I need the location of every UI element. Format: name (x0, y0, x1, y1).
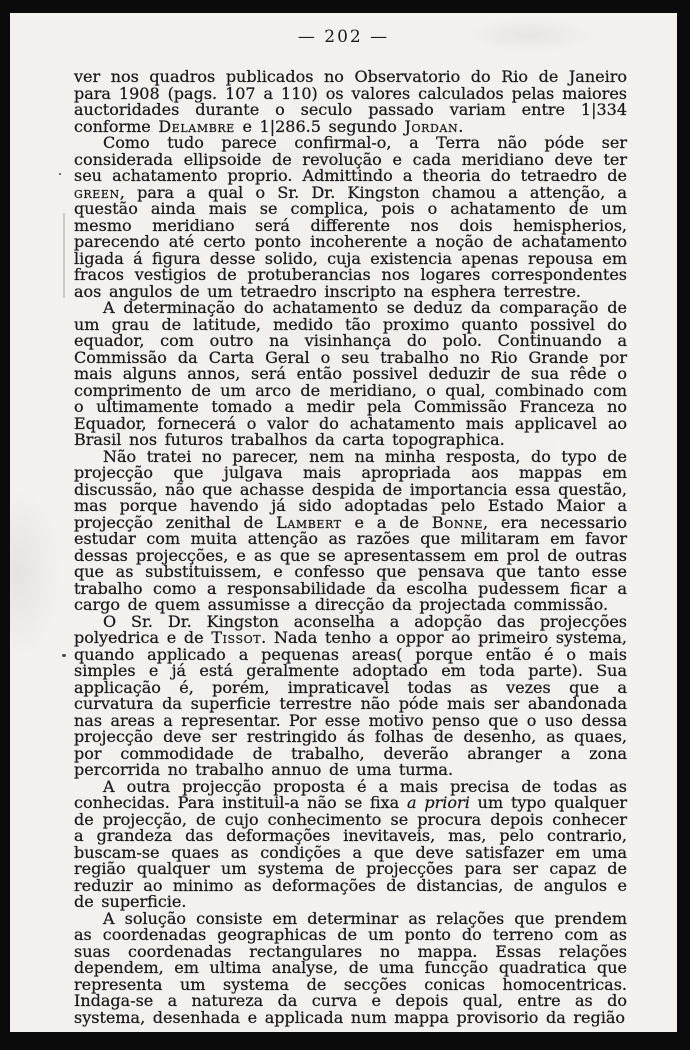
text-segment: , era necessario estudar com muita attenção as razões que militaram em favor dessas projecções, e as que se apresentassem em prol de outras que as substituissem, e confesso que pensava que tanto esse trabalho como a responsabilidade da escolha pudessem ficar a cargo de quem assumisse a direcção da projectada commissão. (74, 512, 628, 614)
text-segment: A outra projecção proposta é a mais precisa de todas as conhecidas. Para instituil-a não se fixa (74, 776, 627, 812)
page-number: — 202 — (297, 27, 390, 47)
text-segment-smallcaps: Tissot (211, 628, 262, 647)
text-segment: , para a qual o Sr. Dr. Kingston chamou a attenção, a questão ainda mais se complica, pois o achatamento de um mesmo meridiano será differente nos dois hemispherios, parecendo até certo ponto incoherente a noção de achatamento ligada á figura desse solido, cuja existencia apenas repousa em fracos vestigios de protuberancias nos logares correspondentes aos angulos de um tetraedro inscripto na esphera terrestre. (74, 182, 627, 301)
scan-artifact-speck (59, 173, 61, 175)
text-segment: um typo qualquer de projecção, de cujo conhecimento se procura depois conhecer a grandeza das deformações inevitaveis, mas, pelo contrario, buscam-se quaes as condições a que deve satisfazer em uma região qualquer um systema de projecções para ser capaz de reduzir ao minimo as deformações de distancias, de angulos e de superficie. (74, 793, 627, 911)
text-segment-smallcaps: Jordan (404, 116, 459, 136)
text-segment: . (458, 116, 464, 136)
paragraph-5 (74, 611, 627, 779)
text-block (74, 69, 627, 1026)
scan-artifact-speck (62, 654, 66, 657)
text-segment-smallcaps: Bonne (431, 512, 483, 532)
text-segment: A determinação do achatamento se deduz da comparação de um grau de latitude, medido tão proximo quanto possivel do equador, com outro na visinhança do polo. Continuando a Commissão da Carta Geral o seu trabalho no Rio Grande por mais alguns annos, será então possivel deduzir de sua rêde o comprimento de um arco de meridiano, o qual, combinado com o ultimamente tomado a medir pela Commissão Franceza no Equador, fornecerá o valor do achatamento mais applicavel ao Brasil nos futuros trabalhos da carta topographica. (74, 298, 627, 449)
scan-artifact-line (63, 213, 65, 298)
text-segment: ver nos quadros publicados no Observatorio do Rio de Janeiro para 1908 (pags. 107 a 110) os valores calculados pelas maiores auctoridades durante o seculo passado variam entre 1|334 conforme (74, 67, 627, 136)
text-segment-smallcaps: Delambre (158, 116, 235, 136)
text-segment-smallcaps: Lambert (276, 512, 342, 532)
paragraph-6 (74, 776, 627, 911)
text-segment: e 1|286.5 segundo (234, 116, 405, 136)
text-segment: . Nada tenho a oppor ao primeiro systema, quando applicado a pequenas areas( porque então é o mais simples e já está geralmente adoptado em toda parte). Sua applicação é, porém, impraticavel todas as vezes que a curvatura da superficie terrestre não póde mais ser abandonada nas areas a representar. Por esse motivo penso que o uso dessa projecção deve ser restringido ás folhas de desenho, as quaes, por commodidade de trabalho, deverão abranger a zona percorrida no trabalho annuo de uma turma. (74, 628, 627, 779)
paragraph-4 (74, 446, 628, 614)
text-segment-italic: a priori (407, 793, 470, 812)
paragraph-1 (74, 69, 627, 135)
text-segment: Como tudo parece confirmal-o, a Terra não póde ser considerada ellipsoide de revolução e cada meridiano deve ter seu achatamento proprio. Admittindo a theoria do tetraedro de (74, 133, 627, 185)
paragraph-7 (74, 908, 627, 1027)
paragraph-3 (74, 300, 627, 449)
text-segment: Não tratei no parecer, nem na minha resposta, do typo de projecção que julgava mais apropriada aos mappas em discussão, não que achasse despida de importancia essa questão, mas porque havendo já sido adoptadas pelo Estado Maior a projecção zenithal de (74, 446, 627, 532)
text-segment: e a de (341, 512, 432, 532)
text-segment-smallcaps: green (74, 182, 120, 202)
paragraph-2 (74, 135, 627, 300)
document-page (10, 13, 677, 1032)
text-segment: A solução consiste em determinar as relações que prendem as coordenadas geographicas de um ponto do terreno com as suas coordenadas rectangulares no mappa. Essas relações dependem, em ultima analyse, de uma funcção quadratica que representa um systema de secções conicas homocentricas. Indaga-se a natureza da curva e depois qual, entre as do systema, desenhada e applicada num mappa provisorio da região (74, 908, 627, 1027)
text-segment: O Sr. Dr. Kingston aconselha a adopção das projecções polyedrica e de (74, 611, 627, 647)
